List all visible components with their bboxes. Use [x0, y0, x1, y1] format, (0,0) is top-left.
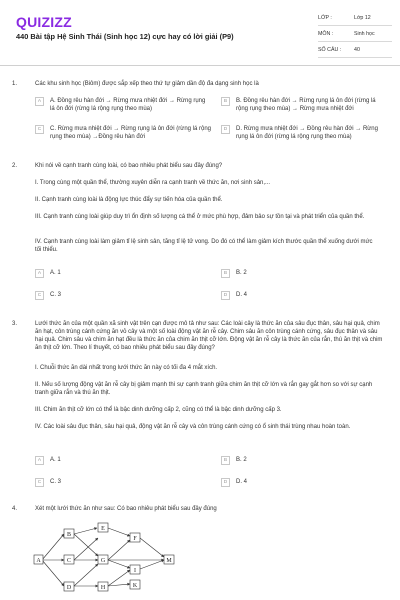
meta-key: MÔN : — [318, 30, 334, 37]
question-number: 1. — [12, 81, 18, 87]
option-text: A. 1 — [50, 457, 61, 463]
header-divider — [0, 65, 400, 66]
node-m: M — [166, 558, 172, 564]
answer-options — [35, 97, 380, 149]
statement-1: I. Trong cùng một quần thể, thường xuyên diễn ra cạnh tranh về thức ăn, nơi sinh sản,... — [35, 180, 271, 186]
option-text: B. Đồng rêu hàn đới → Rừng rụng lá ôn đới (rừng lá rộng rụng theo mùa) → Rừng mưa nhiệt đới — [236, 98, 376, 112]
option-a[interactable] — [35, 456, 205, 465]
statement-3: III. Cạnh tranh cùng loài giúp duy trì ổn định số lượng cá thể ở mức phù hợp, đảm bảo sự tồn tại và phát triển của quần thể. — [35, 214, 365, 220]
statement-2: II. Cạnh tranh cùng loài là động lực thúc đẩy sự tiến hóa của quần thể. — [35, 197, 223, 203]
option-c[interactable] — [35, 478, 205, 487]
option-a[interactable] — [35, 97, 211, 113]
meta-value: 40 — [354, 46, 360, 53]
option-b[interactable] — [221, 456, 381, 465]
statement-2: II. Nếu số lượng động vật ăn rễ cây bị giảm mạnh thì sự cạnh tranh giữa chim ăn thịt cỡ lớn và rắn gay gắt hơn so với sự cạnh tranh giữa rắn và thú ăn thịt. — [35, 382, 373, 396]
food-web-diagram — [30, 522, 190, 600]
option-text: C. 3 — [50, 479, 62, 485]
statement-4: IV. Các loài sâu đục thân, sâu hại quả, động vật ăn rễ cây và côn trùng cánh cứng có ổ sinh thái trùng nhau hoàn toàn. — [35, 424, 351, 430]
answer-options — [35, 456, 380, 486]
option-letter: A — [35, 269, 44, 278]
meta-table — [318, 10, 392, 58]
statement-1: I. Chuỗi thức ăn dài nhất trong lưới thức ăn này có tối đa 4 mắt xích. — [35, 365, 218, 371]
node-k: K — [132, 583, 138, 589]
node-c: C — [66, 558, 72, 564]
node-e: E — [101, 526, 105, 532]
option-letter: D — [221, 478, 230, 487]
option-text: D. 4 — [236, 479, 248, 485]
option-letter: C — [35, 291, 44, 300]
meta-row-count — [318, 42, 392, 58]
option-letter: C — [35, 478, 44, 487]
node-d: D — [66, 585, 72, 591]
option-b[interactable] — [221, 97, 389, 113]
document-header — [0, 0, 400, 62]
option-text: A. Đồng rêu hàn đới → Rừng mưa nhiệt đới → Rừng rụng lá ôn đới (rừng lá rộng rụng theo mùa) — [50, 98, 206, 112]
option-text: D. Rừng mưa nhiệt đới → Đồng rêu hàn đới → Rừng rụng lá ôn đới (rừng lá rộng rụng theo mùa) — [236, 126, 378, 140]
option-text: D. 4 — [236, 292, 248, 298]
option-letter: D — [221, 125, 230, 134]
question-text: Lưới thức ăn của một quần xã sinh vật trên cạn được mô tả như sau: Các loài cây là thức ăn của sâu đục thân, sâu hại quả, chim ăn hạt, côn trùng cánh cứng ăn vỏ cây và một số loài động vật ăn rễ cây. Chim sâu ăn côn trùng cánh cứng, sâu đục thân và sâu hại quả. Chim sâu và chim ăn hạt đều là thức ăn của chim ăn thịt cỡ lớn. Động vật ăn rễ cây là thức ăn của rắn, thú ăn thịt và chim ăn thịt cỡ lớn. Theo lí thuyết, có bao nhiêu phát biểu sau đây đúng? — [35, 321, 383, 351]
option-letter: D — [221, 291, 230, 300]
node-a: A — [36, 558, 41, 564]
answer-options — [35, 269, 380, 299]
question-number: 4. — [12, 506, 18, 512]
question-text: Các khu sinh học (Biôm) được sắp xếp theo thứ tự giảm dần độ đa dạng sinh học là — [35, 81, 259, 87]
option-letter: B — [221, 456, 230, 465]
document-title: 440 Bài tập Hệ Sinh Thái (Sinh học 12) cực hay có lời giải (P9) — [16, 32, 234, 41]
meta-row-grade — [318, 10, 392, 26]
node-f: F — [133, 536, 137, 542]
option-b[interactable] — [221, 269, 381, 278]
meta-value: Sinh học — [354, 30, 375, 37]
node-i: I — [134, 568, 136, 574]
question-text: Xét một lưới thức ăn như sau: Có bao nhiêu phát biểu sau đây đúng — [35, 506, 217, 512]
option-text: A. 1 — [50, 270, 61, 276]
statement-3: III. Chim ăn thịt cỡ lớn có thể là bậc dinh dưỡng cấp 2, cũng có thể là bậc dinh dưỡng cấp 3. — [35, 407, 282, 413]
meta-key: LỚP : — [318, 14, 332, 21]
node-g: G — [100, 558, 106, 564]
meta-key: SỐ CÂU : — [318, 46, 342, 53]
statement-4: IV. Cạnh tranh cùng loài làm giảm tỉ lệ sinh sản, tăng tỉ lệ tử vong. Do đó có thể làm giảm kích thước quần thể xuống dưới mức tối thiểu. — [35, 239, 373, 253]
option-c[interactable] — [35, 291, 205, 300]
option-text: C. 3 — [50, 292, 62, 298]
question-number: 2. — [12, 163, 18, 169]
question-text: Khi nói về cạnh tranh cùng loài, có bao nhiêu phát biểu sau đây đúng? — [35, 163, 223, 169]
meta-row-subject — [318, 26, 392, 42]
option-text: B. 2 — [236, 457, 247, 463]
option-letter: B — [221, 269, 230, 278]
option-d[interactable] — [221, 125, 389, 141]
question-number: 3. — [12, 321, 18, 327]
option-d[interactable] — [221, 478, 381, 487]
option-letter: A — [35, 97, 44, 106]
option-letter: A — [35, 456, 44, 465]
node-b: B — [66, 532, 72, 538]
meta-value: Lớp 12 — [354, 14, 371, 21]
option-text: B. 2 — [236, 270, 247, 276]
quizizz-logo[interactable]: QUIZIZZ — [16, 14, 72, 30]
option-a[interactable] — [35, 269, 205, 278]
node-h: H — [100, 585, 106, 591]
option-c[interactable] — [35, 125, 211, 141]
option-letter: B — [221, 97, 230, 106]
food-web-nodes — [34, 523, 174, 591]
option-letter: C — [35, 125, 44, 134]
option-text: C. Rừng mưa nhiệt đới → Rừng rụng lá ôn đới (rừng lá rộng rụng theo mùa) →Đồng rêu hàn đới — [50, 126, 212, 140]
option-d[interactable] — [221, 291, 381, 300]
